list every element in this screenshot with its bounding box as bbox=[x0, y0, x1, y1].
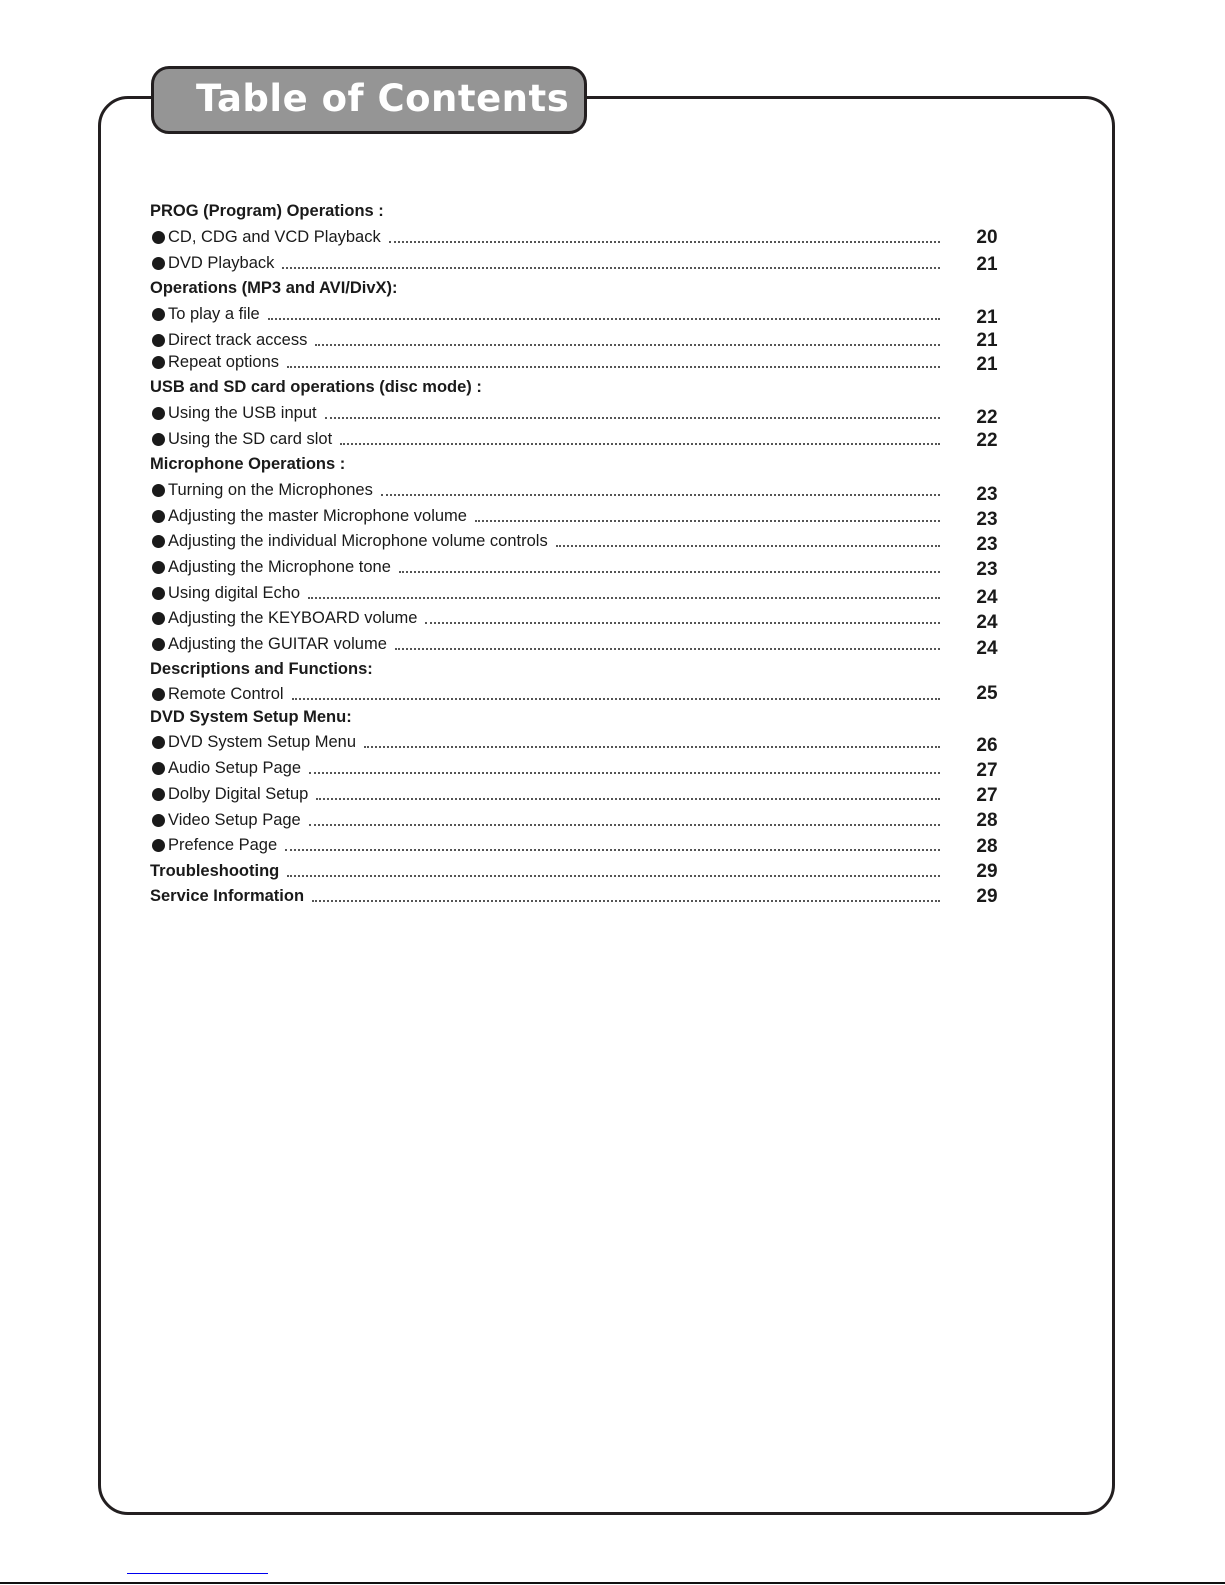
entry-label: Troubleshooting bbox=[150, 861, 280, 880]
page-number: 27 bbox=[976, 760, 998, 781]
entry-label: Repeat options bbox=[168, 352, 279, 371]
toc-entry[interactable] bbox=[150, 885, 940, 907]
section-heading bbox=[150, 453, 940, 475]
page-number: 25 bbox=[976, 683, 998, 704]
bullet-icon bbox=[152, 612, 165, 625]
bullet-icon bbox=[152, 762, 165, 775]
bullet-icon bbox=[152, 231, 165, 244]
page-number: 23 bbox=[976, 509, 998, 530]
page-number: 22 bbox=[976, 407, 998, 428]
toc-entry[interactable] bbox=[150, 479, 940, 501]
entry-label: Prefence Page bbox=[168, 835, 278, 854]
bullet-icon bbox=[152, 510, 165, 523]
entry-label: Adjusting the GUITAR volume bbox=[168, 634, 387, 653]
entry-label: Adjusting the individual Microphone volume controls bbox=[168, 531, 548, 550]
entry-label: Using digital Echo bbox=[168, 583, 301, 602]
entry-label: Descriptions and Functions: bbox=[150, 659, 373, 678]
dot-leader bbox=[309, 772, 940, 774]
toc-entry[interactable] bbox=[150, 633, 940, 655]
title-tab bbox=[151, 66, 587, 134]
bullet-icon bbox=[152, 736, 165, 749]
page-number: 28 bbox=[976, 836, 998, 857]
entry-label: Microphone Operations : bbox=[150, 454, 346, 473]
page-number: 22 bbox=[976, 430, 998, 451]
dot-leader bbox=[399, 571, 940, 573]
entry-label: USB and SD card operations (disc mode) : bbox=[150, 377, 482, 396]
dot-leader bbox=[389, 241, 940, 243]
dot-leader bbox=[309, 824, 940, 826]
dot-leader bbox=[308, 597, 940, 599]
dot-leader bbox=[556, 545, 940, 547]
divider bbox=[0, 1582, 1225, 1584]
entry-label: Audio Setup Page bbox=[168, 758, 302, 777]
page-number: 24 bbox=[976, 638, 998, 659]
empty-link[interactable] bbox=[127, 1573, 268, 1574]
page-number: 21 bbox=[976, 307, 998, 328]
dot-leader bbox=[287, 366, 940, 368]
bullet-icon bbox=[152, 433, 165, 446]
toc-entry[interactable] bbox=[150, 505, 940, 527]
bullet-icon bbox=[152, 587, 165, 600]
page-number: 23 bbox=[976, 484, 998, 505]
page-number: 21 bbox=[976, 254, 998, 275]
toc-entry[interactable] bbox=[150, 860, 940, 882]
bullet-icon bbox=[152, 688, 165, 701]
page-title: Table of Contents bbox=[196, 77, 570, 120]
entry-label: DVD Playback bbox=[168, 253, 275, 272]
toc-entry[interactable] bbox=[150, 757, 940, 779]
dot-leader bbox=[315, 344, 940, 346]
dot-leader bbox=[325, 417, 940, 419]
toc-entry[interactable] bbox=[150, 731, 940, 753]
dot-leader bbox=[292, 698, 940, 700]
section-heading bbox=[150, 658, 940, 680]
page-number: 29 bbox=[976, 886, 998, 907]
page-number: 23 bbox=[976, 534, 998, 555]
entry-label: DVD System Setup Menu bbox=[168, 732, 356, 751]
bullet-icon bbox=[152, 257, 165, 270]
page-number: 24 bbox=[976, 612, 998, 633]
entry-label: Operations (MP3 and AVI/DivX): bbox=[150, 278, 398, 297]
entry-label: Dolby Digital Setup bbox=[168, 784, 309, 803]
toc-entry[interactable] bbox=[150, 226, 940, 248]
bullet-icon bbox=[152, 334, 165, 347]
toc-entry[interactable] bbox=[150, 809, 940, 831]
page-number: 20 bbox=[976, 227, 998, 248]
entry-label: Service Information bbox=[150, 886, 305, 905]
entry-label: To play a file bbox=[168, 304, 260, 323]
toc-entry[interactable] bbox=[150, 556, 940, 578]
dot-leader bbox=[381, 494, 940, 496]
toc-entry[interactable] bbox=[150, 582, 940, 604]
page-number: 29 bbox=[976, 861, 998, 882]
toc-entry[interactable] bbox=[150, 783, 940, 805]
section-heading bbox=[150, 277, 940, 299]
page-number: 28 bbox=[976, 810, 998, 831]
bullet-icon bbox=[152, 839, 165, 852]
page-number: 27 bbox=[976, 785, 998, 806]
toc-entry[interactable] bbox=[150, 252, 940, 274]
entry-label: CD, CDG and VCD Playback bbox=[168, 227, 381, 246]
dot-leader bbox=[282, 267, 940, 269]
toc-entry[interactable] bbox=[150, 530, 940, 552]
entry-label: Video Setup Page bbox=[168, 810, 301, 829]
section-heading bbox=[150, 706, 940, 728]
dot-leader bbox=[287, 875, 940, 877]
toc-entry[interactable] bbox=[150, 428, 940, 450]
bullet-icon bbox=[152, 356, 165, 369]
bullet-icon bbox=[152, 814, 165, 827]
dot-leader bbox=[364, 746, 940, 748]
bullet-icon bbox=[152, 407, 165, 420]
entry-label: PROG (Program) Operations : bbox=[150, 201, 384, 220]
toc-entry[interactable] bbox=[150, 607, 940, 629]
entry-label: Using the USB input bbox=[168, 403, 317, 422]
bullet-icon bbox=[152, 484, 165, 497]
page-number: 24 bbox=[976, 587, 998, 608]
dot-leader bbox=[475, 520, 940, 522]
toc-entry[interactable] bbox=[150, 351, 940, 373]
page-number: 21 bbox=[976, 354, 998, 375]
toc-entry[interactable] bbox=[150, 683, 940, 705]
page-number: 21 bbox=[976, 330, 998, 351]
entry-label: Turning on the Microphones bbox=[168, 480, 373, 499]
section-heading bbox=[150, 376, 940, 398]
bullet-icon bbox=[152, 561, 165, 574]
page-number: 26 bbox=[976, 735, 998, 756]
dot-leader bbox=[425, 622, 940, 624]
entry-label: Adjusting the master Microphone volume bbox=[168, 506, 467, 525]
dot-leader bbox=[340, 443, 940, 445]
entry-label: Adjusting the Microphone tone bbox=[168, 557, 391, 576]
entry-label: Adjusting the KEYBOARD volume bbox=[168, 608, 418, 627]
entry-label: Direct track access bbox=[168, 330, 308, 349]
dot-leader bbox=[312, 900, 940, 902]
page-number: 23 bbox=[976, 559, 998, 580]
entry-label: Using the SD card slot bbox=[168, 429, 333, 448]
bullet-icon bbox=[152, 788, 165, 801]
dot-leader bbox=[316, 798, 940, 800]
toc-entry[interactable] bbox=[150, 329, 940, 351]
dot-leader bbox=[268, 318, 940, 320]
entry-label: DVD System Setup Menu: bbox=[150, 707, 352, 726]
bullet-icon bbox=[152, 535, 165, 548]
toc-entry[interactable] bbox=[150, 834, 940, 856]
section-heading bbox=[150, 200, 940, 222]
bullet-icon bbox=[152, 308, 165, 321]
bullet-icon bbox=[152, 638, 165, 651]
toc-entry[interactable] bbox=[150, 303, 940, 325]
entry-label: Remote Control bbox=[168, 684, 284, 703]
toc-entry[interactable] bbox=[150, 402, 940, 424]
dot-leader bbox=[395, 648, 940, 650]
dot-leader bbox=[285, 849, 940, 851]
